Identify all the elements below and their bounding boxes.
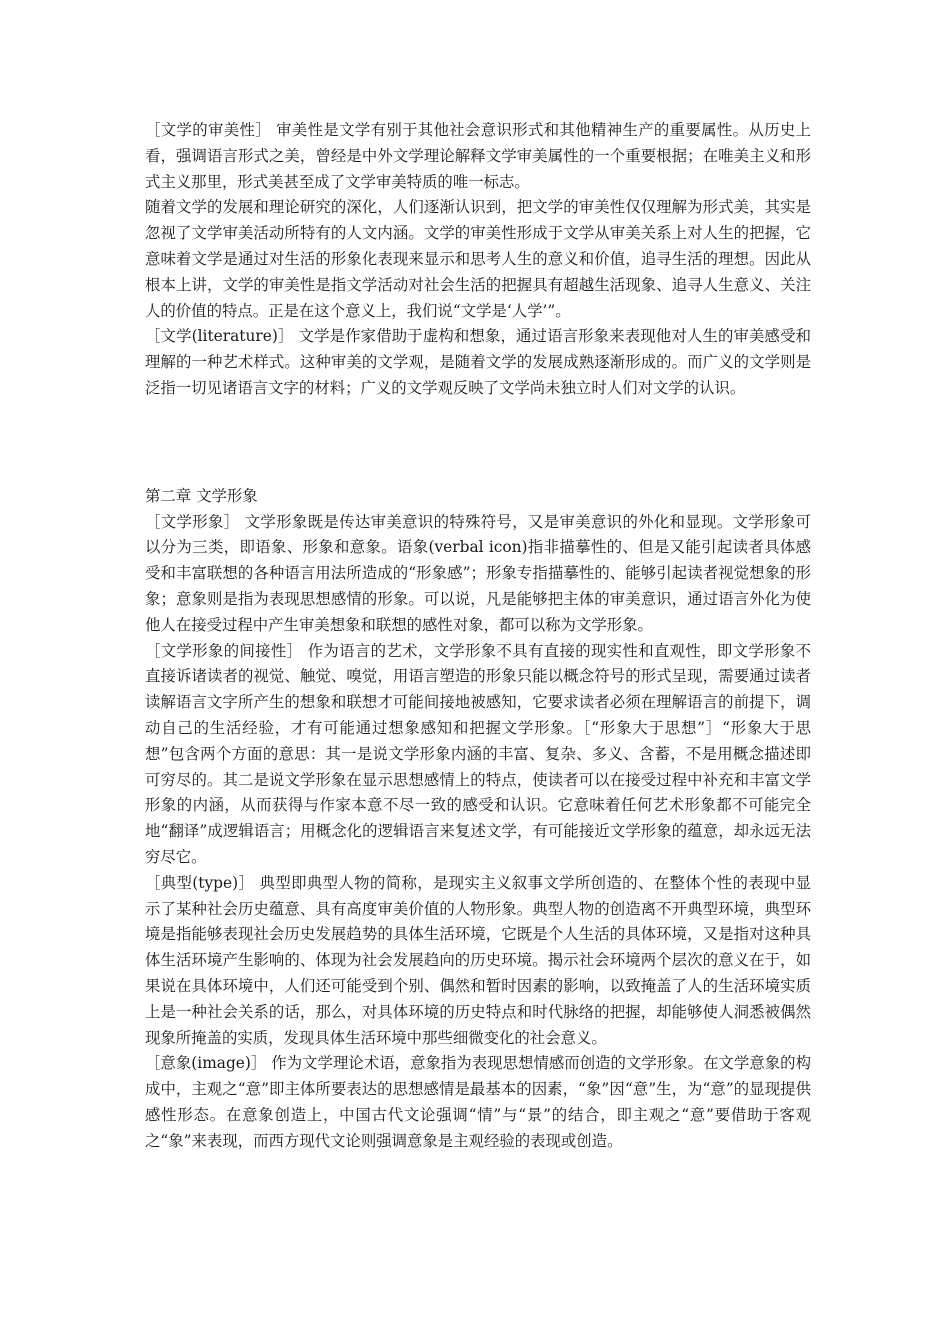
- paragraph-literary-image: ［文学形象］ 文学形象既是传达审美意识的特殊符号，又是审美意识的外化和显现。文学形象可以分为三类，即语象、形象和意象。语象(verbal icon)指非描摹性的、但是又能引起读者具体感受和丰富联想的各种语言用法所造成的“形象感”；形象专指描摹性的、能够引起读者视觉想象的形象；意象则是指为表现思想感情的形象。可以说，凡是能够把主体的审美意识，通过语言外化为使他人在接受过程中产生审美想象和联想的感性对象，都可以称为文学形象。: [145, 512, 811, 634]
- document-page: [145, 118, 811, 1154]
- paragraph-type: ［典型(type)］ 典型即典型人物的简称，是现实主义叙事文学所创造的、在整体个性的表现中显示了某种社会历史蕴意、具有高度审美价值的人物形象。典型人物的创造离不开典型环境，典型环境是指能够表现社会历史发展趋势的具体生活环境，它既是个人生活的具体环境，又是指对这种具体生活环境产生影响的、体现为社会发展趋向的历史环境。揭示社会环境两个层次的意义在于，如果说在具体环境中，人们还可能受到个别、偶然和暂时因素的影响，以致掩盖了人的生活环境实质上是一种社会关系的话，那么，对具体环境的历史特点和时代脉络的把握，却能够使人洞悉被偶然现象所掩盖的实质，发现具体生活环境中那些细微变化的社会意义。: [145, 873, 811, 1047]
- paragraph-aesthetic-humanity: 随着文学的发展和理论研究的深化，人们逐渐认识到，把文学的审美性仅仅理解为形式美，其实是忽视了文学审美活动所特有的人文内涵。文学的审美性形成于文学从审美关系上对人生的把握，它意味着文学是通过对生活的形象化表现来显示和思考人生的意义和价值，追寻生活的理想。因此从根本上讲，文学的审美性是指文学活动对社会生活的把握具有超越生活现象、追寻人生意义、关注人的价值的特点。正是在这个意义上，我们说“文学是‘人学’”。: [145, 198, 811, 320]
- chapter-title: 第二章 文学形象: [145, 486, 258, 505]
- paragraph-aesthetic-nature: ［文学的审美性］ 审美性是文学有别于其他社会意识形式和其他精神生产的重要属性。从历史上看，强调语言形式之美，曾经是中外文学理论解释文学审美属性的一个重要根据；在唯美主义和形式主义那里，形式美甚至成了文学审美特质的唯一标志。: [145, 121, 811, 191]
- paragraph-indirectness: ［文学形象的间接性］ 作为语言的艺术，文学形象不具有直接的现实性和直观性，即文学形象不直接诉诸读者的视觉、触觉、嗅觉，用语言塑造的形象只能以概念符号的形式呈现，需要通过读者读解语言文字所产生的想象和联想才可能间接地被感知，它要求读者必须在理解语言的前提下，调动自己的生活经验，才有可能通过想象感知和把握文学形象。［“形象大于思想”］“形象大于思想”包含两个方面的意思：其一是说文学形象内涵的丰富、复杂、多义、含蓄，不是用概念描述即可穷尽的。其二是说文学形象在显示思想感情上的特点，使读者可以在接受过程中补充和丰富文学形象的内涵，从而获得与作家本意不尽一致的感受和认识。它意味着任何艺术形象都不可能完全地“翻译”成逻辑语言；用概念化的逻辑语言来复述文学，有可能接近文学形象的蕴意，却永远无法穷尽它。: [145, 641, 811, 866]
- section-gap: [145, 402, 811, 484]
- paragraph-literature-definition: ［文学(literature)］ 文学是作家借助于虚构和想象，通过语言形象来表现他对人生的审美感受和理解的一种艺术样式。这种审美的文学观，是随着文学的发展成熟逐渐形成的。而广义的文学则是泛指一切见诸语言文字的材料；广义的文学观反映了文学尚未独立时人们对文学的认识。: [145, 327, 811, 397]
- paragraph-image-term: ［意象(image)］ 作为文学理论术语，意象指为表现思想情感而创造的文学形象。在文学意象的构成中，主观之“意”即主体所要表达的思想感情是最基本的因素，“象”因“意”生，为“意”的显现提供感性形态。在意象创造上，中国古代文论强调“情”与“景”的结合，即主观之“意”要借助于客观之“象”来表现，而西方现代文论则强调意象是主观经验的表现或创造。: [145, 1054, 811, 1150]
